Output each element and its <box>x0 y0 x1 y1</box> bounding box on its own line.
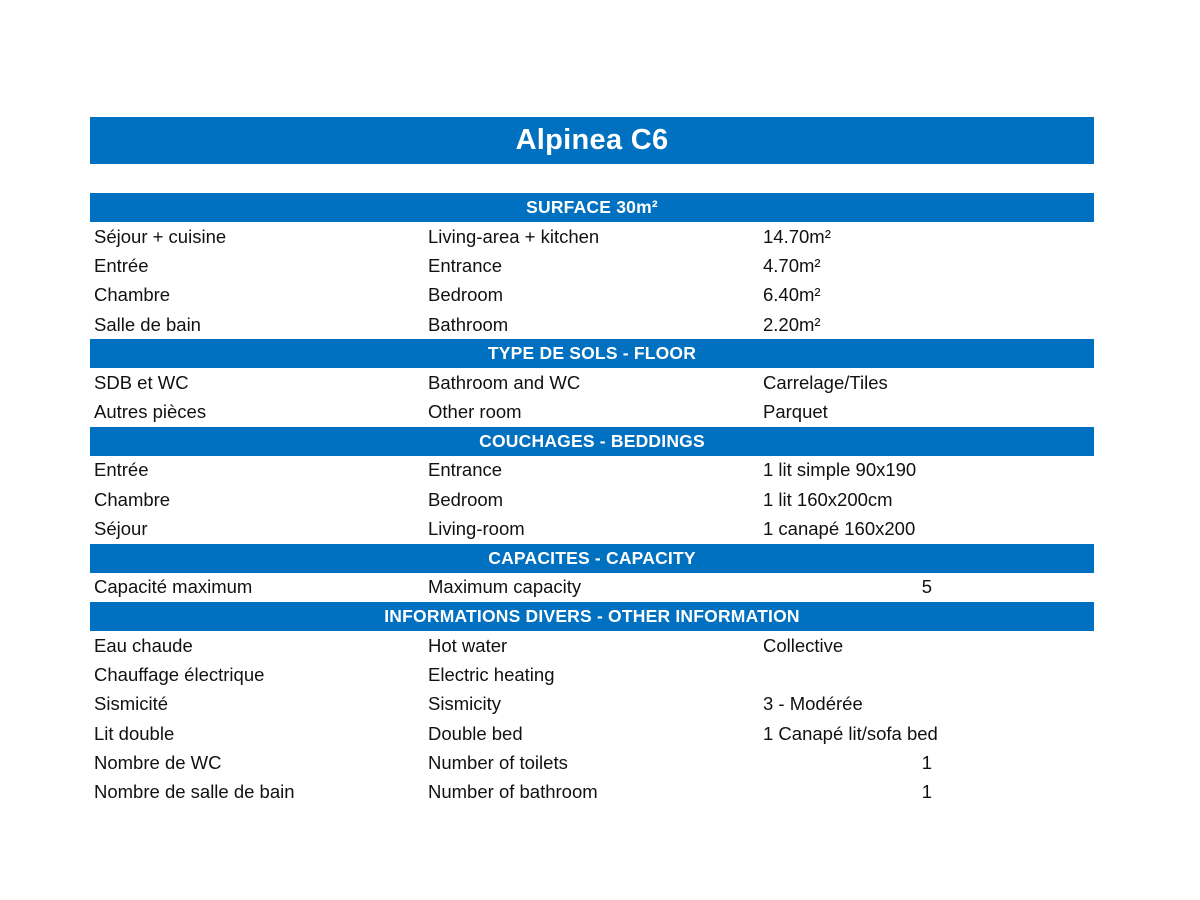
label-en: Bedroom <box>428 284 504 306</box>
label-fr: Entrée <box>94 254 149 276</box>
label-en: Number of toilets <box>428 751 568 773</box>
label-en: Hot water <box>428 634 508 656</box>
label-fr: SDB et WC <box>94 371 189 393</box>
label-fr: Séjour + cuisine <box>94 225 227 247</box>
table-row <box>90 368 1094 397</box>
label-fr: Eau chaude <box>94 634 193 656</box>
value: 1 lit 160x200cm <box>763 488 893 510</box>
table-row <box>90 397 1094 426</box>
value: Collective <box>763 634 844 656</box>
label-en: Entrance <box>428 254 503 276</box>
section-header-beddings: COUCHAGES - BEDDINGS <box>90 427 1094 456</box>
value: Parquet <box>763 401 828 423</box>
value: 1 lit simple 90x190 <box>763 459 917 481</box>
value: 4.70m² <box>763 254 821 276</box>
value: 1 <box>921 751 932 773</box>
label-en: Other room <box>428 401 522 423</box>
spacer <box>90 164 1094 193</box>
table-row <box>90 514 1094 543</box>
label-en: Living-room <box>428 518 525 540</box>
value: 5 <box>921 576 932 598</box>
label-fr: Nombre de salle de bain <box>94 781 295 803</box>
value: 2.20m² <box>763 313 821 335</box>
property-sheet <box>90 117 1094 807</box>
table-row <box>90 660 1094 689</box>
label-fr: Séjour <box>94 518 148 540</box>
label-en: Bathroom and WC <box>428 371 581 393</box>
label-fr: Capacité maximum <box>94 576 253 598</box>
section-header-capacity: CAPACITES - CAPACITY <box>90 544 1094 573</box>
label-en: Bedroom <box>428 488 504 510</box>
label-fr: Nombre de WC <box>94 751 222 773</box>
label-fr: Chambre <box>94 488 171 510</box>
label-en: Bathroom <box>428 313 509 335</box>
table-row <box>90 719 1094 748</box>
label-en: Maximum capacity <box>428 576 582 598</box>
section-header-other-information: INFORMATIONS DIVERS - OTHER INFORMATION <box>90 602 1094 631</box>
label-en: Double bed <box>428 722 523 744</box>
value: 1 Canapé lit/sofa bed <box>763 722 938 744</box>
section-header-surface: SURFACE 30m² <box>90 193 1094 222</box>
label-en: Living-area + kitchen <box>428 225 600 247</box>
value: 6.40m² <box>763 284 821 306</box>
section-header-floor: TYPE DE SOLS - FLOOR <box>90 339 1094 368</box>
label-fr: Chauffage électrique <box>94 663 265 685</box>
table-row <box>90 251 1094 280</box>
value: 14.70m² <box>763 225 831 247</box>
label-fr: Entrée <box>94 459 149 481</box>
label-fr: Sismicité <box>94 693 169 715</box>
table-row <box>90 222 1094 251</box>
label-en: Number of bathroom <box>428 781 598 803</box>
label-en: Entrance <box>428 459 503 481</box>
table-row <box>90 777 1094 806</box>
value: 1 canapé 160x200 <box>763 518 916 540</box>
label-en: Sismicity <box>428 693 501 715</box>
value: 3 - Modérée <box>763 693 863 715</box>
table-row <box>90 310 1094 339</box>
table-row <box>90 456 1094 485</box>
label-fr: Lit double <box>94 722 175 744</box>
table-row <box>90 281 1094 310</box>
value: 1 <box>921 781 932 803</box>
table-row <box>90 631 1094 660</box>
value: Carrelage/Tiles <box>763 371 888 393</box>
label-fr: Chambre <box>94 284 171 306</box>
label-fr: Salle de bain <box>94 313 201 335</box>
page-title: Alpinea C6 <box>90 117 1094 164</box>
table-row <box>90 690 1094 719</box>
table-row <box>90 485 1094 514</box>
table-row <box>90 748 1094 777</box>
label-en: Electric heating <box>428 663 555 685</box>
table-row <box>90 573 1094 602</box>
label-fr: Autres pièces <box>94 401 207 423</box>
